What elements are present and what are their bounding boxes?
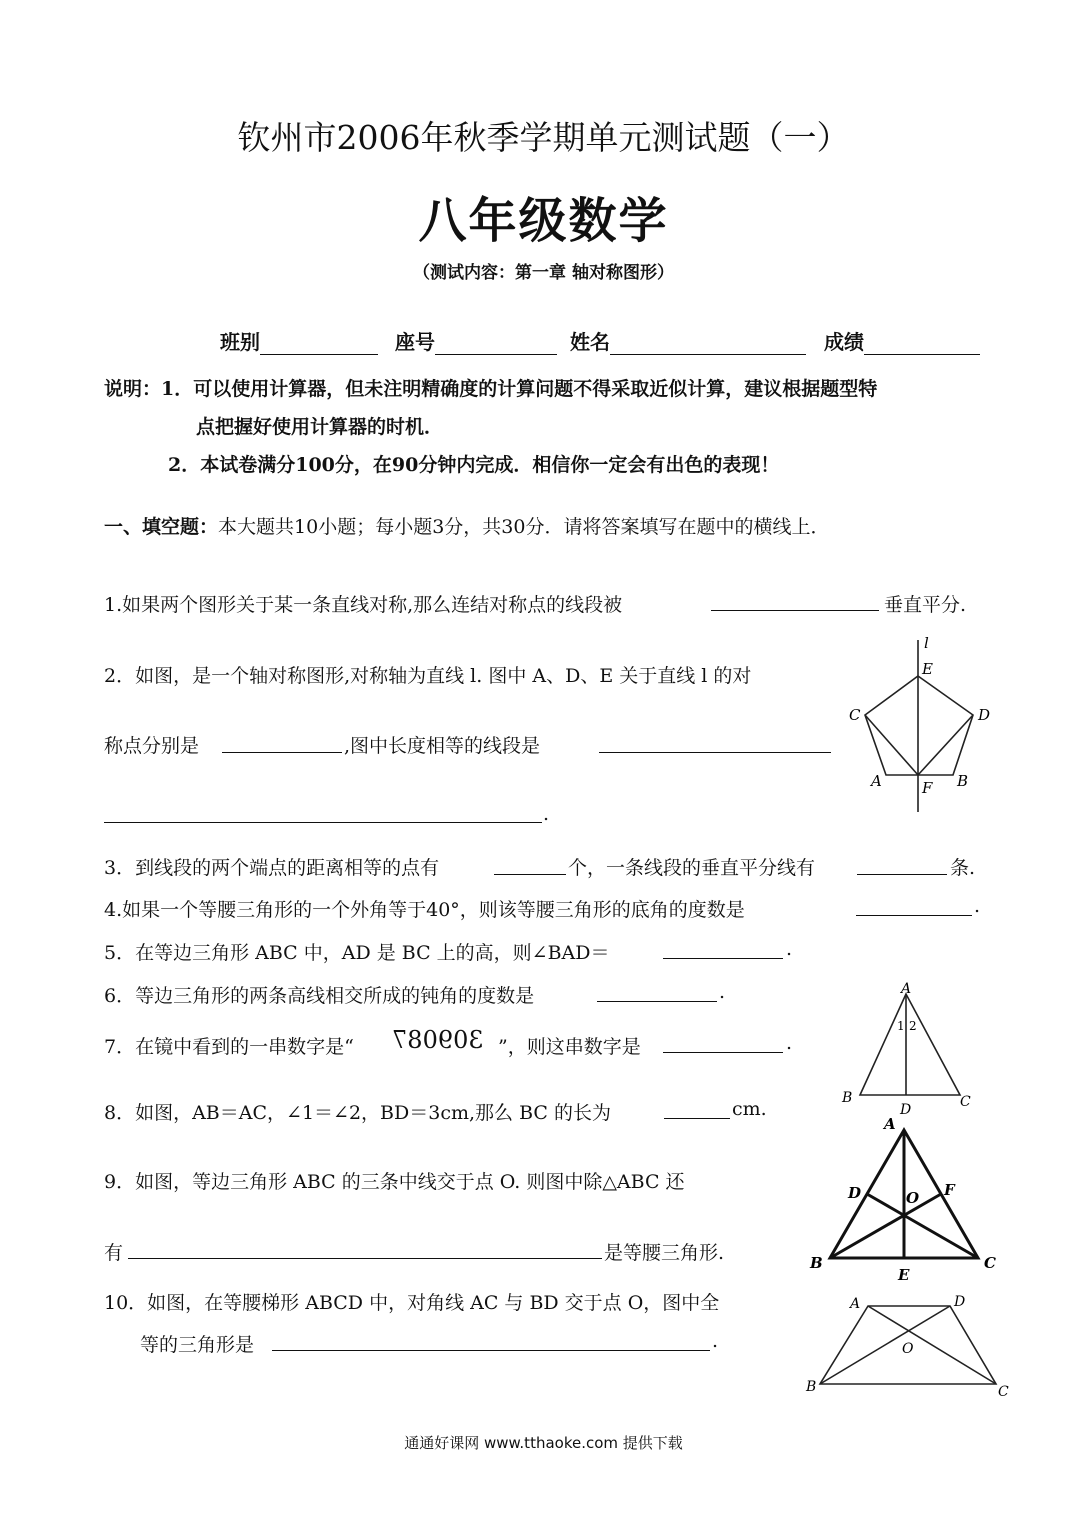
question-7-end: . bbox=[786, 1032, 793, 1054]
note-line-1: 说明：1．可以使用计算器，但未注明精确度的计算问题不得采取近似计算，建议根据题型特 bbox=[104, 378, 878, 400]
class-label: 班别 bbox=[220, 330, 260, 354]
question-1-blank[interactable] bbox=[711, 610, 879, 611]
question-7-mirrored-digits: 309087 bbox=[392, 1026, 484, 1054]
section-heading bbox=[104, 512, 829, 539]
trapezoid-figure bbox=[804, 1290, 1014, 1402]
question-10-end: . bbox=[712, 1330, 719, 1352]
question-7-text: 7．在镜中看到的一串数字是“ bbox=[104, 1036, 354, 1058]
pentagon-label-a: A bbox=[871, 772, 882, 790]
trapezoid-label-b: B bbox=[806, 1379, 817, 1395]
note-line-2: 2．本试卷满分100分，在90分钟内完成．相信你一定会有出色的表现！ bbox=[168, 454, 780, 476]
pentagon-label-b: B bbox=[957, 772, 969, 790]
section-title: 一、填空题： bbox=[104, 516, 219, 538]
footer-credit: 通通好课网 www.tthaoke.com 提供下载 bbox=[404, 1434, 683, 1452]
question-10-text: 10．如图，在等腰梯形 ABCD 中，对角线 AC 与 BD 交于点 O，图中全 bbox=[104, 1292, 720, 1314]
question-4-text: 4.如果一个等腰三角形的一个外角等于40°，则该等腰三角形的底角的度数是 bbox=[104, 899, 745, 921]
seat-field bbox=[395, 326, 557, 355]
seat-blank[interactable] bbox=[435, 332, 557, 355]
pentagon-figure bbox=[840, 632, 1000, 812]
score-label: 成绩 bbox=[824, 330, 864, 354]
question-9-text-b: 有 bbox=[104, 1242, 124, 1264]
exam-title: 钦州市2006年秋季学期单元测试题（一） bbox=[237, 118, 850, 157]
class-blank[interactable] bbox=[260, 332, 378, 355]
pentagon-label-c: C bbox=[849, 706, 861, 724]
question-1-text: 1.如果两个图形关于某一条直线对称,那么连结对称点的线段被 bbox=[104, 594, 623, 616]
name-blank[interactable] bbox=[610, 332, 806, 355]
question-7-blank[interactable] bbox=[663, 1052, 783, 1053]
question-2-text-b: 称点分别是 bbox=[104, 735, 200, 757]
question-3-text-b: 个，一条线段的垂直平分线有 bbox=[568, 857, 816, 879]
equilateral-label-d: D bbox=[848, 1184, 862, 1202]
question-3-tail: 条. bbox=[950, 857, 976, 879]
question-8-unit: cm. bbox=[732, 1098, 767, 1120]
question-4-blank[interactable] bbox=[856, 915, 972, 916]
question-3-text: 3．到线段的两个端点的距离相等的点有 bbox=[104, 857, 440, 879]
question-5-text: 5．在等边三角形 ABC 中，AD 是 BC 上的高，则∠BAD＝ bbox=[104, 942, 610, 964]
question-3-blank-2[interactable] bbox=[857, 874, 947, 875]
trapezoid-label-o: O bbox=[902, 1341, 914, 1357]
equilateral-label-e: E bbox=[898, 1266, 910, 1284]
pentagon-label-l: l bbox=[924, 634, 929, 652]
angle-label-1: 1 bbox=[897, 1019, 905, 1033]
question-4-end: . bbox=[974, 895, 981, 917]
question-7-text-b: ”，则这串数字是 bbox=[498, 1036, 641, 1058]
question-2-text: 2．如图，是一个轴对称图形,对称轴为直线 l. 图中 A、D、E 关于直线 l 的对 bbox=[104, 665, 752, 687]
equilateral-label-o: O bbox=[906, 1189, 920, 1207]
question-8-blank[interactable] bbox=[664, 1118, 730, 1119]
equilateral-label-a: A bbox=[884, 1115, 896, 1133]
question-9-blank[interactable] bbox=[128, 1258, 602, 1259]
question-6-blank[interactable] bbox=[597, 1001, 717, 1002]
isosceles-triangle-figure bbox=[836, 978, 986, 1118]
trapezoid-label-c: C bbox=[998, 1384, 1009, 1400]
triangle-label-c: C bbox=[960, 1094, 971, 1110]
name-label: 姓名 bbox=[570, 330, 610, 354]
triangle-label-a: A bbox=[901, 981, 912, 997]
pentagon-label-d: D bbox=[978, 706, 991, 724]
subject-title: 八年级数学 bbox=[418, 193, 669, 249]
question-10-text-b: 等的三角形是 bbox=[140, 1334, 255, 1356]
question-6-text: 6．等边三角形的两条高线相交所成的钝角的度数是 bbox=[104, 985, 535, 1007]
question-8-text: 8．如图，AB＝AC，∠1＝∠2，BD＝3cm,那么 BC 的长为 bbox=[104, 1102, 611, 1124]
triangle-label-d: D bbox=[900, 1102, 912, 1118]
section-description: 本大题共10小题；每小题3分，共30分．请将答案填写在题中的横线上． bbox=[218, 516, 830, 538]
pentagon-label-e: E bbox=[922, 660, 933, 678]
question-2-blank-1[interactable] bbox=[222, 752, 342, 753]
question-5-blank[interactable] bbox=[663, 958, 783, 959]
question-5-end: . bbox=[786, 938, 793, 960]
pentagon-label-f: F bbox=[922, 779, 933, 797]
test-scope: （测试内容：第一章 轴对称图形） bbox=[413, 263, 674, 283]
trapezoid-label-a: A bbox=[850, 1296, 861, 1312]
angle-label-2: 2 bbox=[909, 1019, 917, 1033]
question-3-blank-1[interactable] bbox=[494, 874, 566, 875]
equilateral-triangle-figure bbox=[806, 1112, 1006, 1284]
question-2-end: . bbox=[543, 803, 550, 825]
name-field bbox=[570, 326, 806, 355]
question-2-blank-3[interactable] bbox=[104, 822, 542, 823]
trapezoid-label-d: D bbox=[954, 1294, 966, 1310]
equilateral-label-f: F bbox=[944, 1181, 955, 1199]
question-2-blank-2[interactable] bbox=[599, 752, 831, 753]
note-line-1-cont: 点把握好使用计算器的时机． bbox=[196, 416, 444, 438]
equilateral-label-b: B bbox=[810, 1254, 823, 1272]
question-2-text-c: ,图中长度相等的线段是 bbox=[344, 735, 541, 757]
question-10-blank[interactable] bbox=[272, 1350, 710, 1351]
class-field bbox=[220, 326, 378, 355]
question-6-end: . bbox=[719, 981, 726, 1003]
seat-label: 座号 bbox=[395, 330, 435, 354]
question-9-text: 9．如图，等边三角形 ABC 的三条中线交于点 O. 则图中除△ABC 还 bbox=[104, 1171, 685, 1193]
equilateral-label-c: C bbox=[984, 1254, 996, 1272]
score-blank[interactable] bbox=[864, 332, 980, 355]
question-9-tail: 是等腰三角形. bbox=[604, 1242, 725, 1264]
triangle-label-b: B bbox=[842, 1090, 853, 1106]
question-1-tail: 垂直平分. bbox=[884, 594, 967, 616]
score-field bbox=[824, 326, 980, 355]
